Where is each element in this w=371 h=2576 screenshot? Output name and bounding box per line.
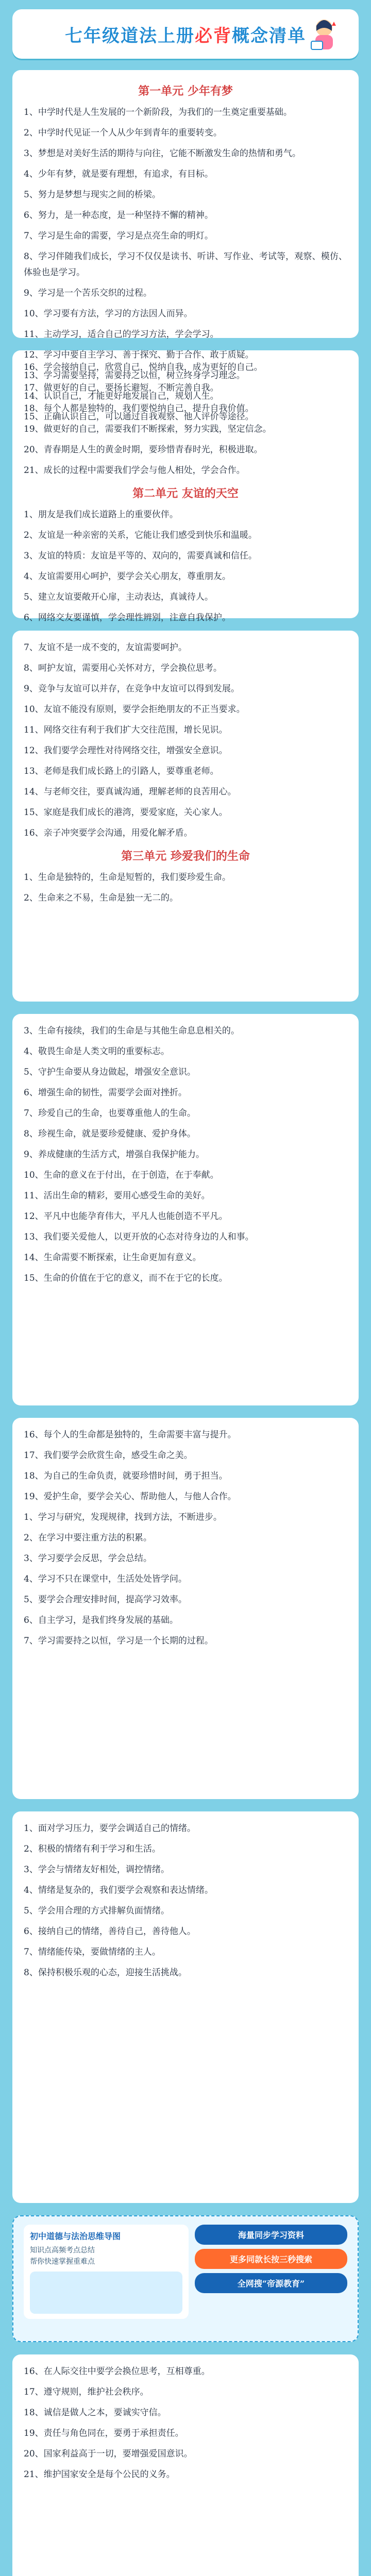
list-item: 4、学习不只在课堂中，生活处处皆学问。	[24, 1574, 187, 1584]
list-item: 13、学习需要坚持，需要持之以恒，树立终身学习理念。	[24, 370, 245, 381]
list-item: 12、学习中要自主学习、善于探究、勤于合作、敢于质疑。	[24, 350, 254, 360]
list-item: 15、家庭是我们成长的港湾，要爱家庭，关心家人。	[24, 807, 228, 818]
list-item: 19、责任与角色同在，要勇于承担责任。	[24, 2428, 184, 2438]
list-item: 16、学会接纳自己，欣赏自己，悦纳自我，成为更好的自己。	[24, 362, 263, 372]
list-item: 5、努力是梦想与现实之间的桥梁。	[24, 190, 161, 200]
list-item: 15、正确认识自己，可以通过自我观察、他人评价等途径。	[24, 412, 254, 422]
list-item: 17、做更好的自己，要扬长避短，不断完善自我。	[24, 383, 219, 393]
list-item: 8、学习伴随我们成长，学习不仅仅是读书、听讲、写作业、考试等，观察、模仿、体验也是学习。	[24, 251, 347, 278]
promo-left	[24, 2225, 189, 2319]
promo-title: 初中道德与法治思维导图	[30, 2231, 121, 2241]
list-item: 5、守护生命要从身边做起，增强安全意识。	[24, 1067, 196, 1077]
list-item: 19、做更好的自己，需要我们不断探索，努力实践，坚定信念。	[24, 424, 272, 434]
list-item: 4、少年有梦，就是要有理想，有追求，有目标。	[24, 169, 213, 179]
list-item: 2、生命来之不易，生命是独一无二的。	[24, 893, 178, 903]
list-item: 2、中学时代见证一个人从少年到青年的重要转变。	[24, 128, 222, 138]
list-item: 13、我们要关爱他人，以更开放的心态对待身边的人和事。	[24, 1232, 254, 1242]
list-item: 1、中学时代是人生发展的一个新阶段，为我们的一生奠定重要基础。	[24, 107, 292, 117]
list-item: 9、养成健康的生活方式，增强自我保护能力。	[24, 1149, 205, 1160]
list-item: 14、生命需要不断探索，让生命更加有意义。	[24, 1252, 201, 1263]
list-item: 2、在学习中要注重方法的积累。	[24, 1533, 152, 1543]
list-item: 1、面对学习压力，要学会调适自己的情绪。	[24, 1823, 196, 1834]
unit1-title: 第一单元 少年有梦	[138, 84, 233, 98]
list-item: 20、国家利益高于一切，要增强爱国意识。	[24, 2449, 193, 2459]
list-item: 8、呵护友谊，需要用心关怀对方，学会换位思考。	[24, 663, 222, 673]
list-item: 15、生命的价值在于它的意义，而不在于它的长度。	[24, 1273, 228, 1283]
unit3-card	[12, 1014, 359, 1405]
list-item: 10、友谊不能没有原则，要学会拒绝朋友的不正当要求。	[24, 704, 245, 715]
list-item: 11、活出生命的精彩，要用心感受生命的美好。	[24, 1191, 210, 1201]
page-header	[12, 9, 359, 59]
list-item: 3、学会与情绪友好相处，调控情绪。	[24, 1865, 170, 1875]
list-item: 6、自主学习，是我们终身发展的基础。	[24, 1615, 178, 1625]
list-item: 9、竞争与友谊可以并存，在竞争中友谊可以得到发展。	[24, 684, 240, 694]
list-item: 5、学会用合理的方式排解负面情绪。	[24, 1906, 170, 1916]
list-item: 19、爱护生命，要学会关心、帮助他人，与他人合作。	[24, 1492, 237, 1502]
unit5-card	[12, 1811, 359, 2203]
list-item: 18、每个人都是独特的，我们要悦纳自己，提升自我价值。	[24, 403, 254, 414]
title-emphasis: 必背	[195, 25, 232, 46]
list-item: 4、情绪是复杂的，我们要学会观察和表达情绪。	[24, 1885, 213, 1895]
list-item: 9、学习是一个苦乐交织的过程。	[24, 288, 152, 298]
list-item: 1、朋友是我们成长道路上的重要伙伴。	[24, 510, 178, 520]
girl-illustration-icon	[302, 16, 346, 52]
list-item: 6、接纳自己的情绪，善待自己，善待他人。	[24, 1926, 196, 1937]
promo-thumbnail	[30, 2272, 182, 2314]
list-item: 5、建立友谊要敞开心扉，主动表达，真诚待人。	[24, 592, 213, 602]
page-title	[65, 22, 306, 47]
list-item: 18、为自己的生命负责，就要珍惜时间，勇于担当。	[24, 1471, 228, 1481]
list-item: 5、要学会合理安排时间，提高学习效率。	[24, 1595, 187, 1605]
promo-line-1: 知识点高频考点总结	[30, 2246, 95, 2255]
unit1b-card	[12, 350, 359, 623]
list-item: 6、增强生命的韧性，需要学会面对挫折。	[24, 1088, 187, 1098]
list-item: 21、维护国家安全是每个公民的义务。	[24, 2469, 175, 2480]
promo-chip-3[interactable]: 全网搜“帝源教育”	[195, 2273, 347, 2293]
title-suffix: 概念清单	[232, 25, 306, 46]
unit2-title: 第二单元 友谊的天空	[132, 487, 239, 500]
promo-right	[195, 2225, 347, 2319]
list-item: 3、友谊的特质：友谊是平等的、双向的，需要真诚和信任。	[24, 551, 257, 561]
list-item: 8、珍视生命，就是要珍爱健康、爱护身体。	[24, 1129, 196, 1139]
promo-row	[24, 2225, 347, 2319]
list-item: 6、网络交友要谨慎，学会理性辨别，注意自我保护。	[24, 613, 231, 623]
list-item: 10、生命的意义在于付出，在于创造，在于奉献。	[24, 1170, 219, 1180]
list-item: 17、我们要学会欣赏生命，感受生命之美。	[24, 1450, 193, 1461]
list-item: 21、成长的过程中需要我们学会与他人相处，学会合作。	[24, 465, 245, 476]
list-item: 2、友谊是一种亲密的关系，它能让我们感受到快乐和温暖。	[24, 530, 257, 540]
list-item: 1、学习与研究，发现规律，找到方法，不断进步。	[24, 1512, 222, 1522]
promo-banner[interactable]	[12, 2215, 359, 2342]
promo-line-2: 帮你快速掌握重难点	[30, 2258, 95, 2266]
list-item: 7、学习需要持之以恒，学习是一个长期的过程。	[24, 1636, 213, 1646]
list-item: 12、平凡中也能孕育伟大，平凡人也能创造不平凡。	[24, 1211, 228, 1222]
list-item: 20、青春期是人生的黄金时期，要珍惜青春时光，积极进取。	[24, 445, 263, 455]
list-item: 8、保持积极乐观的心态，迎接生活挑战。	[24, 1968, 187, 1978]
list-item: 3、生命有接续，我们的生命是与其他生命息息相关的。	[24, 1026, 240, 1036]
list-item: 7、情绪能传染，要做情绪的主人。	[24, 1947, 161, 1957]
list-item: 2、积极的情绪有利于学习和生活。	[24, 1844, 161, 1854]
list-item: 11、网络交往有利于我们扩大交往范围，增长见识。	[24, 725, 228, 735]
unit6-card	[12, 2354, 359, 2576]
unit3-title: 第三单元 珍爱我们的生命	[121, 850, 250, 863]
unit2b-card	[12, 631, 359, 1002]
list-item: 7、友谊不是一成不变的，友谊需要呵护。	[24, 642, 187, 653]
list-item: 4、友谊需要用心呵护，要学会关心朋友，尊重朋友。	[24, 571, 231, 582]
list-item: 11、主动学习，适合自己的学习方法，学会学习。	[24, 329, 219, 340]
list-item: 18、诚信是做人之本，要诚实守信。	[24, 2408, 166, 2418]
list-item: 13、老师是我们成长路上的引路人，要尊重老师。	[24, 766, 219, 776]
list-item: 10、学习要有方法，学习的方法因人而异。	[24, 309, 193, 319]
unit3b-card	[12, 1418, 359, 1799]
list-item: 4、敬畏生命是人类文明的重要标志。	[24, 1046, 170, 1057]
list-item: 1、生命是独特的，生命是短暂的，我们要珍爱生命。	[24, 872, 231, 883]
list-item: 7、珍爱自己的生命，也要尊重他人的生命。	[24, 1108, 196, 1118]
promo-chip-2[interactable]: 更多同款长按三秒搜索	[195, 2249, 347, 2269]
list-item: 14、认识自己，才能更好地发展自己，规划人生。	[24, 391, 219, 401]
list-item: 14、与老师交往，要真诚沟通，理解老师的良苦用心。	[24, 787, 237, 797]
list-item: 17、遵守规则，维护社会秩序。	[24, 2387, 149, 2397]
list-item: 16、在人际交往中要学会换位思考，互相尊重。	[24, 2366, 210, 2377]
promo-chip-1[interactable]: 海量同步学习资料	[195, 2225, 347, 2245]
list-item: 3、学习要学会反思，学会总结。	[24, 1553, 152, 1564]
list-item: 16、每个人的生命都是独特的，生命需要丰富与提升。	[24, 1430, 237, 1440]
list-item: 12、我们要学会理性对待网络交往，增强安全意识。	[24, 745, 228, 756]
list-item: 6、努力，是一种态度，是一种坚持不懈的精神。	[24, 210, 213, 221]
list-item: 7、学习是生命的需要，学习是点亮生命的明灯。	[24, 231, 213, 241]
list-item: 16、亲子冲突要学会沟通，用爱化解矛盾。	[24, 828, 193, 838]
list-item: 3、梦想是对美好生活的期待与向往，它能不断激发生命的热情和勇气。	[24, 148, 301, 159]
title-prefix: 七年级道法上册	[65, 25, 195, 46]
